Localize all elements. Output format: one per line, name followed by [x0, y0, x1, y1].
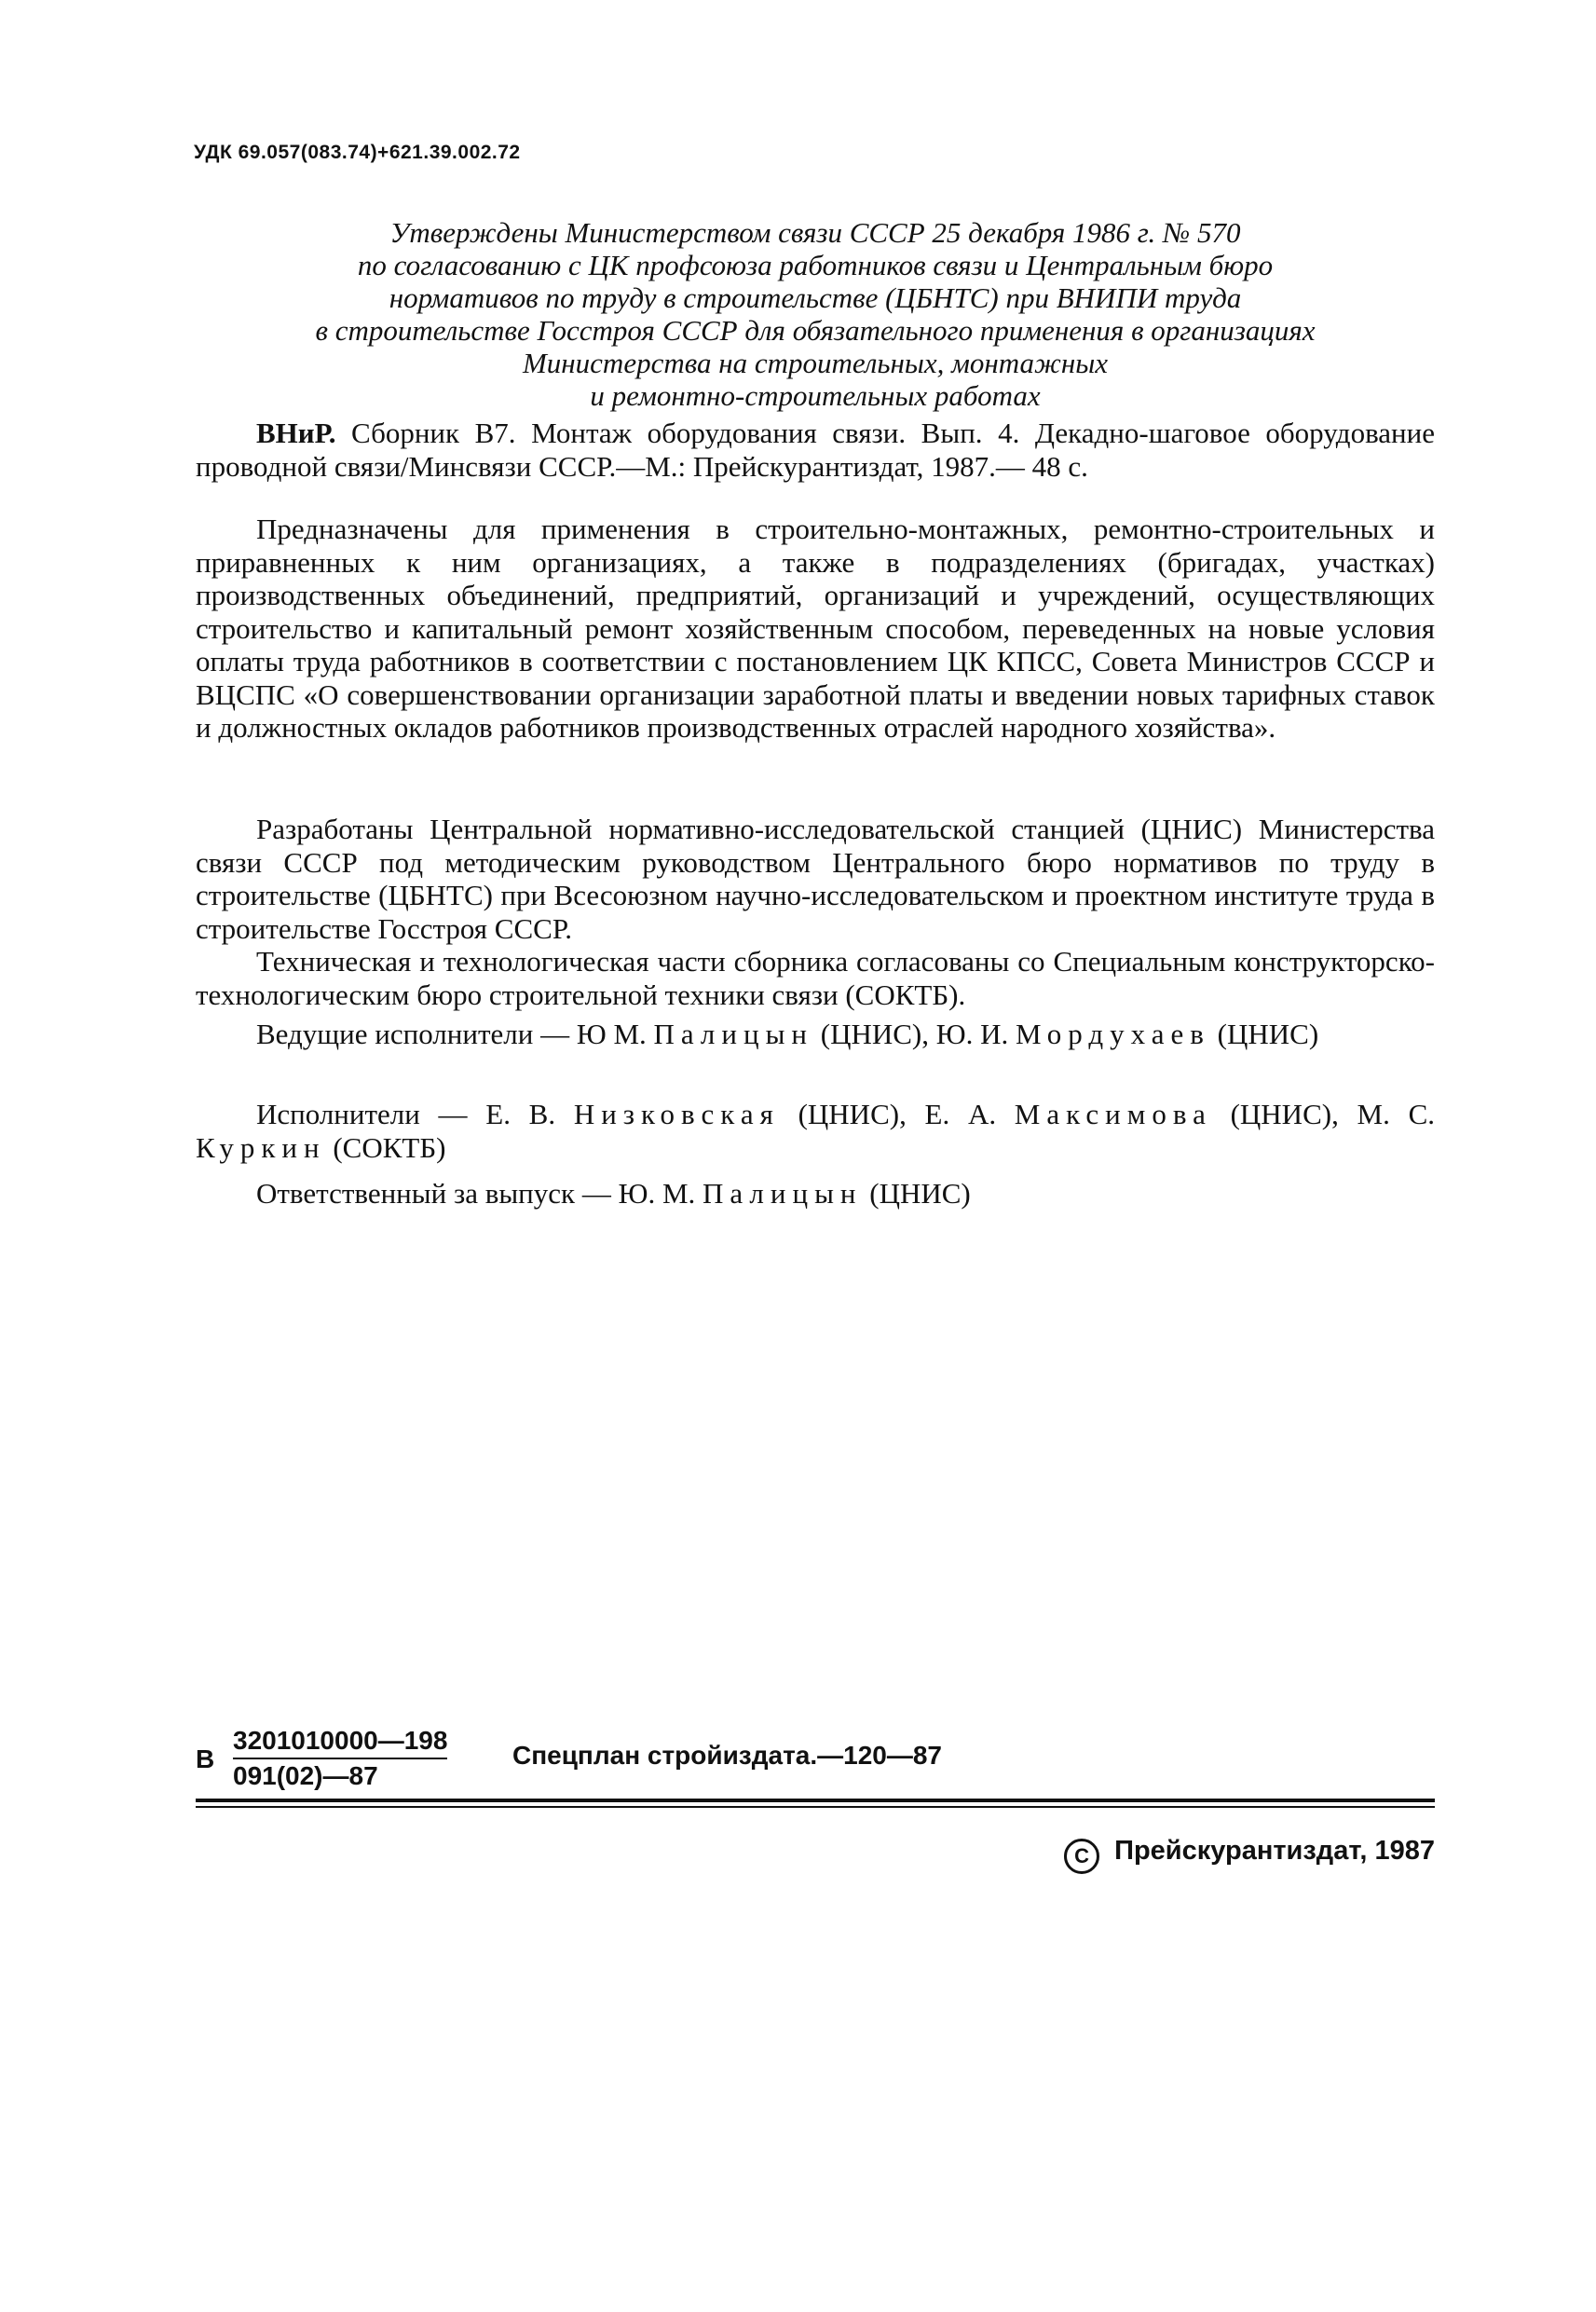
lead-executors-label: Ведущие исполнители — — [256, 1018, 577, 1050]
code-fraction — [233, 1724, 447, 1793]
person-name: Максимова — [1014, 1098, 1212, 1130]
person-name: Низковская — [573, 1098, 780, 1130]
approval-line: в строительстве Госстроя СССР для обязательного применения в организациях — [315, 314, 1316, 347]
person-org: (ЦНИС) — [862, 1177, 971, 1210]
responsible-label: Ответственный за выпуск — — [256, 1177, 619, 1210]
approval-line: и ремонтно-строительных работах — [590, 379, 1041, 412]
udk-code: УДК 69.057(083.74)+621.39.002.72 — [194, 142, 521, 163]
approval-statement — [196, 216, 1435, 412]
approval-line: Утверждены Министерством связи СССР 25 декабря 1986 г. № 570 — [389, 216, 1241, 249]
person-org: (ЦНИС), — [813, 1018, 936, 1050]
publisher-plan: Спецплан стройиздата.—120—87 — [512, 1741, 942, 1770]
responsible-editor — [196, 1177, 1435, 1211]
person-initials: Ю. И. — [935, 1018, 1016, 1050]
footer-rule-thin — [196, 1806, 1435, 1808]
person-name: Мордухаев — [1016, 1018, 1210, 1050]
developed-text: Разработаны Центральной нормативно-исследовательской станцией (ЦНИС) Министерства связи СССР под методическим руководством Центрального бюро нормативов по труду в строительстве (ЦБНТС) при Всесоюзном научно-исследовательском и проектном институте труда в строительстве Госстроя СССР. — [196, 813, 1435, 945]
code-numerator: 3201010000—198 — [233, 1724, 447, 1759]
person-initials: М. С. — [1357, 1098, 1435, 1130]
executors — [196, 1098, 1435, 1164]
approval-line: нормативов по труду в строительстве (ЦБНТС) при ВНИПИ труда — [389, 281, 1242, 314]
copyright-text: Прейскурантиздат, 1987 — [1114, 1836, 1435, 1866]
copyright-line — [1064, 1836, 1435, 1874]
person-initials: Е. В. — [485, 1098, 574, 1130]
purpose-paragraph — [196, 513, 1435, 745]
person-initials: Е. А. — [924, 1098, 1015, 1130]
technical-text: Техническая и технологическая части сборника согласованы со Специальным конструкторско-технологическим бюро строительной техники связи (СОКТБ). — [196, 945, 1435, 1011]
bib-lead: ВНиР. — [256, 417, 336, 449]
code-denominator: 091(02)—87 — [233, 1761, 378, 1790]
code-letter: В — [196, 1744, 215, 1773]
person-name: Палицын — [703, 1177, 863, 1210]
executors-label: Исполнители — — [256, 1098, 486, 1130]
person-initials: Ю М. — [576, 1018, 654, 1050]
person-org: (СОКТБ) — [325, 1130, 446, 1164]
person-initials: Ю. М. — [618, 1177, 703, 1210]
person-name: Палицын — [653, 1018, 814, 1050]
approval-line: по согласованию с ЦК профсоюза работников связи и Центральным бюро — [357, 249, 1274, 281]
person-org: (ЦНИС) — [1209, 1018, 1319, 1050]
footer-rule-thick — [196, 1799, 1435, 1802]
person-org: (ЦНИС), — [779, 1098, 925, 1130]
copyright-icon: C — [1064, 1839, 1099, 1874]
approval-line: Министерства на строительных, монтажных — [522, 347, 1109, 379]
bib-text: Сборник В7. Монтаж оборудования связи. Вып. 4. Декадно-шаговое оборудование проводной связи/Минсвязи СССР.—М.: Прейскурантиздат, 1987.— 48 с. — [196, 417, 1435, 483]
person-org: (ЦНИС), — [1211, 1098, 1357, 1130]
person-name: Куркин — [196, 1130, 326, 1164]
development-block — [196, 813, 1435, 1011]
lead-executors — [196, 1018, 1435, 1051]
purpose-text: Предназначены для применения в строительно-монтажных, ремонтно-строительных и приравненных к ним организациях, а также в подразделениях (бригадах, участках) производственных объединений, предприятий, организаций и учреждений, осуществляющих строительство и капитальный ремонт хозяйственным способом, переведенных на новые условия оплаты труда работников в соответствии с постановлением ЦК КПСС, Совета Министров СССР и ВЦСПС «О совершенствовании организации заработной платы и введении новых тарифных ставок и должностных окладов работников производственных отраслей народного хозяйства». — [196, 513, 1435, 744]
bibliographic-record — [196, 417, 1435, 483]
